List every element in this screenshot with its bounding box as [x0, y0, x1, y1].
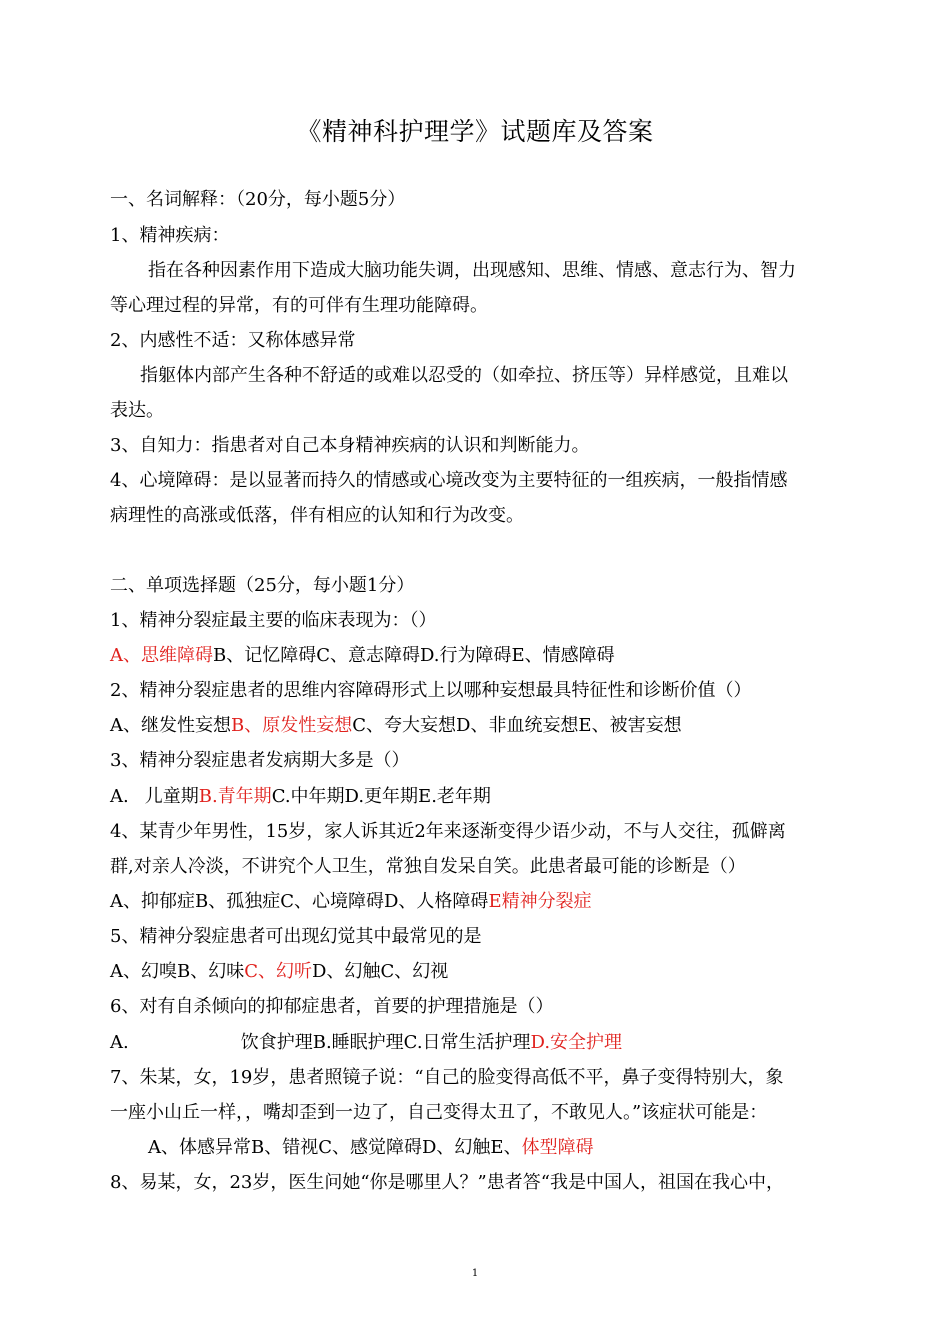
options-text: A、继发性妄想	[110, 715, 231, 736]
question-1-options	[110, 644, 615, 668]
question-7-line2: 一座小山丘一样，，嘴却歪到一边了，自己变得太丑了，不敢见人。”该症状可能是：	[110, 1102, 768, 1123]
term-2-definition-line2: 表达。	[110, 400, 164, 421]
question-1: 1、精神分裂症最主要的临床表现为：（）	[110, 610, 437, 631]
question-4-line1: 4、某青少年男性，15岁，家人诉其近2年来逐渐变得少语少动，不与人交往，孤僻离	[110, 821, 786, 842]
page-number: 1	[471, 1268, 479, 1279]
answer-highlight: E精神分裂症	[488, 891, 592, 912]
question-2: 2、精神分裂症患者的思维内容障碍形式上以哪种妄想最具特征性和诊断价值（）	[110, 680, 752, 701]
question-2-options	[110, 714, 682, 738]
question-7-options	[148, 1136, 594, 1160]
question-6: 6、对有自杀倾向的抑郁症患者，首要的护理措施是（）	[110, 996, 554, 1017]
question-4-options	[110, 890, 592, 914]
question-4-line2: 群,对亲人冷淡，不讲究个人卫生，常独自发呆自笑。此患者最可能的诊断是（）	[110, 856, 746, 877]
section-heading-choice: 二、单项选择题（25分，每小题1分）	[110, 575, 415, 596]
term-2: 2、内感性不适：又称体感异常	[110, 330, 356, 351]
option-label: A.	[110, 786, 129, 807]
answer-highlight: B.青年期	[198, 786, 272, 807]
question-3: 3、精神分裂症患者发病期大多是（）	[110, 750, 410, 771]
option-label: A.	[110, 1032, 129, 1053]
term-1: 1、精神疾病：	[110, 225, 230, 246]
term-2-definition-line1: 指躯体内部产生各种不舒适的或难以忍受的（如牵拉、挤压等）异样感觉，且难以	[140, 365, 788, 386]
term-4-line2: 病理性的高涨或低落，伴有相应的认知和行为改变。	[110, 505, 524, 526]
term-3: 3、自知力：指患者对自己本身精神疾病的认识和判断能力。	[110, 435, 590, 456]
question-5-options	[110, 960, 448, 984]
term-1-definition-line1: 指在各种因素作用下造成大脑功能失调，出现感知、思维、情感、意志行为、智力	[148, 260, 796, 281]
options-text: C、夸大妄想D、非血统妄想E、被害妄想	[352, 715, 682, 736]
options-text: A、体感异常B、错视C、感觉障碍D、幻触E、	[148, 1137, 522, 1158]
section-heading-terms: 一、名词解释：（20分，每小题5分）	[110, 189, 406, 210]
answer-highlight: C、幻听	[244, 961, 313, 982]
options-text: D、幻触C、幻视	[312, 961, 449, 982]
options-text: 饮食护理B.睡眠护理C.日常生活护理	[240, 1032, 531, 1053]
answer-highlight: 体型障碍	[521, 1137, 594, 1158]
options-text: B、记忆障碍C、意志障碍D.行为障碍E、情感障碍	[213, 645, 615, 666]
question-8-line1: 8、易某，女，23岁，医生问她“你是哪里人？”患者答“我是中国人，祖国在我心中，	[110, 1172, 784, 1193]
question-7-line1: 7、朱某，女，19岁，患者照镜子说：“自己的脸变得高低不平，鼻子变得特别大，象	[110, 1067, 784, 1088]
options-text: 儿童期	[144, 786, 199, 807]
term-4-line1: 4、心境障碍：是以显著而持久的情感或心境改变为主要特征的一组疾病，一般指情感	[110, 470, 788, 491]
options-text: A、抑郁症B、孤独症C、心境障碍D、人格障碍	[110, 891, 489, 912]
question-6-options	[110, 1031, 622, 1055]
answer-highlight: A、思维障碍	[110, 645, 213, 666]
answer-highlight: D.安全护理	[530, 1032, 623, 1053]
options-text: C.中年期D.更年期E.老年期	[271, 786, 491, 807]
document-title: 《精神科护理学》试题库及答案	[296, 117, 654, 146]
options-text: A、幻嗅B、幻味	[110, 961, 245, 982]
term-1-definition-line2: 等心理过程的异常，有的可伴有生理功能障碍。	[110, 295, 488, 316]
answer-highlight: B、原发性妄想	[231, 715, 353, 736]
question-5: 5、精神分裂症患者可出现幻觉其中最常见的是	[110, 926, 482, 947]
question-3-options	[110, 785, 491, 809]
